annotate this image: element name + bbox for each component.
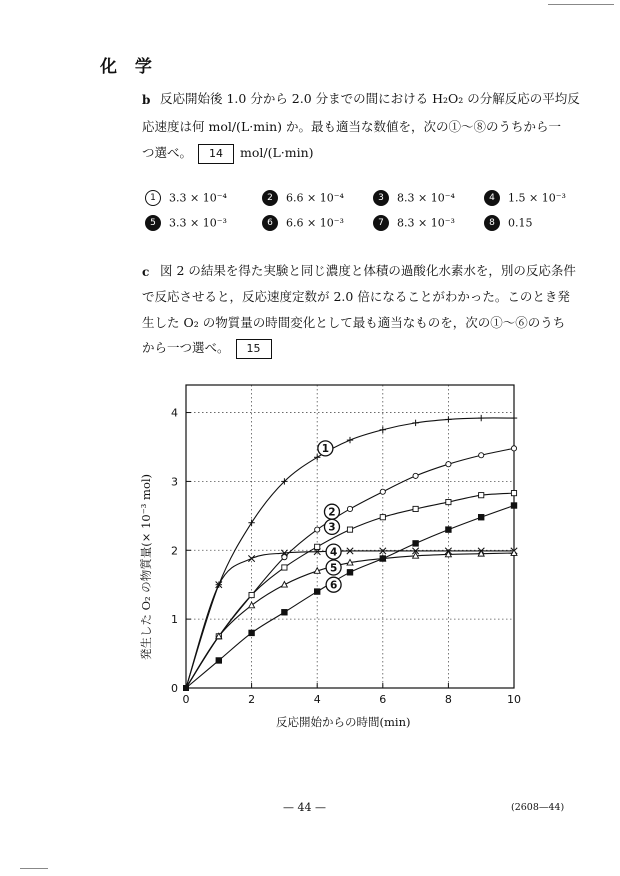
x-tick-label: 10 <box>507 693 521 706</box>
question-b-line: つ選べ。 <box>142 145 193 160</box>
circled-number-icon: 2 <box>262 190 278 206</box>
curve-1-point <box>314 454 320 460</box>
curve-1-point <box>478 415 484 421</box>
y-tick-label: 2 <box>171 544 178 558</box>
exam-code: (2608—44) <box>511 802 565 813</box>
question-c-line: から一つ選べ。 <box>142 340 230 355</box>
curve-6-point <box>380 556 386 562</box>
curve-3-point <box>347 527 352 532</box>
curve-6-point <box>249 630 255 636</box>
circled-number-icon: 6 <box>262 215 278 231</box>
circled-number-icon: 4 <box>484 190 500 206</box>
answer-unit: mol/(L·min) <box>240 145 314 160</box>
curve-2-point <box>315 527 320 532</box>
x-tick-label: 2 <box>248 693 256 706</box>
option-5[interactable]: 5 3.3 × 10⁻³ <box>145 215 227 231</box>
option-8[interactable]: 8 0.15 <box>484 215 533 231</box>
x-tick-label: 8 <box>444 693 452 706</box>
page-number: — 44 — <box>283 801 326 814</box>
option-6[interactable]: 6 6.6 × 10⁻³ <box>262 215 344 231</box>
origin-point <box>183 685 189 691</box>
curve-1-point <box>380 427 386 433</box>
y-tick-label: 0 <box>171 682 178 695</box>
curve-label-4: 4 <box>329 546 338 559</box>
curve-3-point <box>315 544 320 549</box>
curve-6-point <box>314 589 320 595</box>
chart-axes <box>171 385 521 706</box>
curve-6-point <box>413 541 419 547</box>
curve-3-point <box>511 491 516 496</box>
curve-4-point <box>248 555 254 561</box>
x-tick-label: 6 <box>379 693 387 706</box>
curve-1-point <box>445 416 451 422</box>
question-c-line: で反応させると，反応速度定数が 2.0 倍になることがわかった。このとき発 <box>142 289 570 304</box>
circled-number-icon: 7 <box>373 215 389 231</box>
curve-3-point <box>380 515 385 520</box>
curve-6-point <box>446 527 452 533</box>
question-b-label: b <box>142 93 151 107</box>
circled-number-icon: 5 <box>145 215 161 231</box>
curve-label-1: 1 <box>321 443 330 456</box>
curve-label-5: 5 <box>329 562 338 575</box>
y-tick-label: 3 <box>171 475 178 489</box>
curve-3-point <box>249 592 254 597</box>
curve-1-point <box>511 415 517 421</box>
curve-6-line <box>186 506 514 688</box>
curve-6-point <box>282 609 288 615</box>
curve-1-point <box>412 420 418 426</box>
curve-6-point <box>216 658 222 664</box>
curve-2-point <box>380 489 385 494</box>
curve-2-point <box>347 506 352 511</box>
curve-3-point <box>413 506 418 511</box>
y-tick-label: 1 <box>171 613 178 627</box>
option-7[interactable]: 7 8.3 × 10⁻³ <box>373 215 455 231</box>
curve-3-point <box>446 499 451 504</box>
y-axis-label: 発生した O₂ の物質量(× 10⁻³ mol) <box>139 473 153 661</box>
curve-3-point <box>282 565 287 570</box>
curve-1-point <box>347 437 353 443</box>
option-1[interactable]: 1 3.3 × 10⁻⁴ <box>145 190 227 206</box>
answer-box-14[interactable]: 14 <box>198 144 234 164</box>
curve-6-point <box>478 514 484 520</box>
circled-number-icon: 3 <box>373 190 389 206</box>
curve-1-line <box>186 418 514 688</box>
bottom-rule <box>20 868 48 869</box>
curve-5-point <box>249 602 255 608</box>
curve-2-point <box>413 473 418 478</box>
curve-2-point <box>511 446 516 451</box>
curve-6-point <box>511 503 517 509</box>
question-c-label: c <box>142 265 150 279</box>
plot-frame <box>186 385 514 688</box>
option-2[interactable]: 2 6.6 × 10⁻⁴ <box>262 190 344 206</box>
answer-box-15[interactable]: 15 <box>236 339 272 359</box>
y-tick-label: 4 <box>171 406 178 420</box>
question-b-line: 応速度は何 mol/(L·min) か。最も適当な数値を，次の①～⑧のうちから一 <box>142 119 561 134</box>
curve-label-2: 2 <box>328 506 336 519</box>
question-b-line: 反応開始後 1.0 分から 2.0 分までの間における H₂O₂ の分解反応の平均反 <box>160 91 580 106</box>
question-c-line: 図 2 の結果を得た実験と同じ濃度と体積の過酸化水素水を，別の反応条件 <box>160 263 576 278</box>
x-axis-label: 反応開始からの時間(min) <box>276 715 411 729</box>
option-3[interactable]: 3 8.3 × 10⁻⁴ <box>373 190 455 206</box>
x-tick-label: 0 <box>182 693 190 706</box>
curve-5-point <box>281 582 287 588</box>
curve-2-point <box>479 453 484 458</box>
chart-grid <box>186 385 514 688</box>
curve-3-line <box>186 493 514 688</box>
curve-1-point <box>248 520 254 526</box>
curve-label-3: 3 <box>328 521 336 534</box>
circled-number-icon: 1 <box>145 190 161 206</box>
option-4[interactable]: 4 1.5 × 10⁻³ <box>484 190 566 206</box>
curve-2-point <box>446 462 451 467</box>
question-c-line: 生した O₂ の物質量の時間変化として最も適当なものを，次の①～⑥のうち <box>142 315 566 330</box>
curve-6-point <box>347 570 353 576</box>
curve-2-line <box>186 448 514 688</box>
x-tick-label: 4 <box>313 693 321 706</box>
curve-label-6: 6 <box>329 579 338 592</box>
chart-series <box>186 418 514 688</box>
subject-heading: 化 学 <box>100 57 158 77</box>
curve-3-point <box>479 493 484 498</box>
circled-number-icon: 8 <box>484 215 500 231</box>
